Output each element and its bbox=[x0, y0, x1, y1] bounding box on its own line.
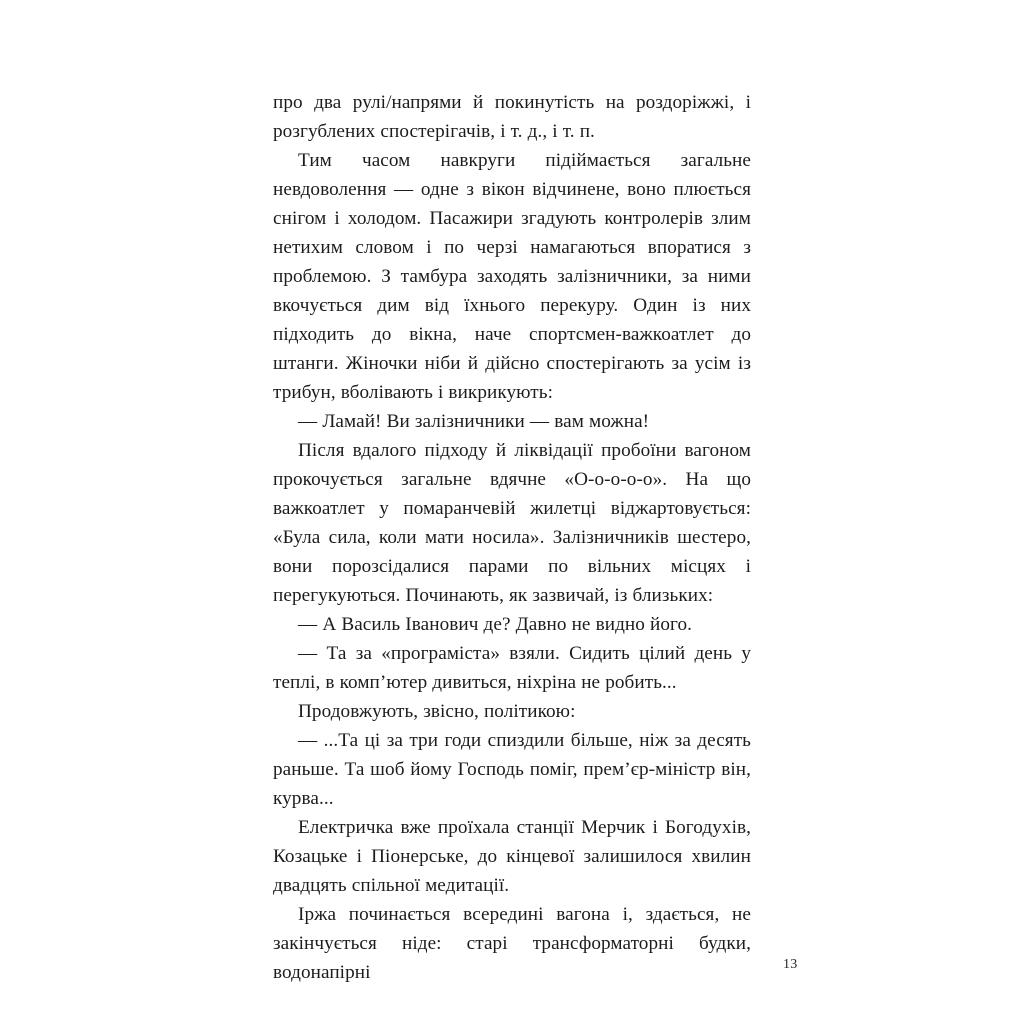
body-text-column bbox=[273, 88, 751, 987]
paragraph-narrative: Після вдалого підходу й ліквідації пробоїни вагоном прокочується загальне вдячне «О-о-о-о-о». На що важкоатлет у помаранчевій жилетці віджартовується: «Була сила, коли мати носила». Залізничників шестеро, вони порозсідалися парами по вільних місцях і перегукуються. Починають, як зазвичай, із близьких: bbox=[273, 440, 751, 606]
page-number: 13 bbox=[783, 957, 798, 972]
paragraph-narrative: Іржа починається всередині вагона і, здається, не закінчується ніде: старі трансформаторні будки, водонапірні bbox=[273, 904, 751, 983]
paragraph-narrative: Тим часом навкруги підіймається загальне невдоволення — одне з вікон відчинене, воно плюється снігом і холодом. Пасажири згадують контролерів злим нетихим словом і по черзі намагаються впоратися з проблемою. З тамбура заходять залізничники, за ними вкочується дим від їхнього перекуру. Один із них підходить до вікна, наче спортсмен-важкоатлет до штанги. Жіночки ніби й дійсно спостерігають за усім із трибун, вболівають і викрикують: bbox=[273, 150, 751, 403]
paragraph-narrative: Електричка вже проїхала станції Мерчик і Богодухів, Козацьке і Піонерське, до кінцевої залишилося хвилин двадцять спільної медитації. bbox=[273, 817, 751, 896]
paragraph-dialogue: — Ламай! Ви залізничники — вам можна! bbox=[298, 411, 650, 432]
paragraph-narrative: Продовжують, звісно, політикою: bbox=[298, 701, 576, 722]
paragraph-dialogue: — Та за «програміста» взяли. Сидить цілий день у теплі, в комп’ютер дивиться, ніхріна не робить... bbox=[273, 643, 751, 693]
paragraph-continuation: про два рулі/напрями й покинутість на роздоріжжі, і розгублених спостерігачів, і т. д., і т. п. bbox=[273, 92, 751, 142]
paragraph-dialogue: — А Василь Іванович де? Давно не видно його. bbox=[298, 614, 693, 635]
paragraph-dialogue: — ...Та ці за три годи спиздили більше, ніж за десять раньше. Та шоб йому Господь поміг, прем’єр-міністр він, курва... bbox=[273, 730, 751, 809]
